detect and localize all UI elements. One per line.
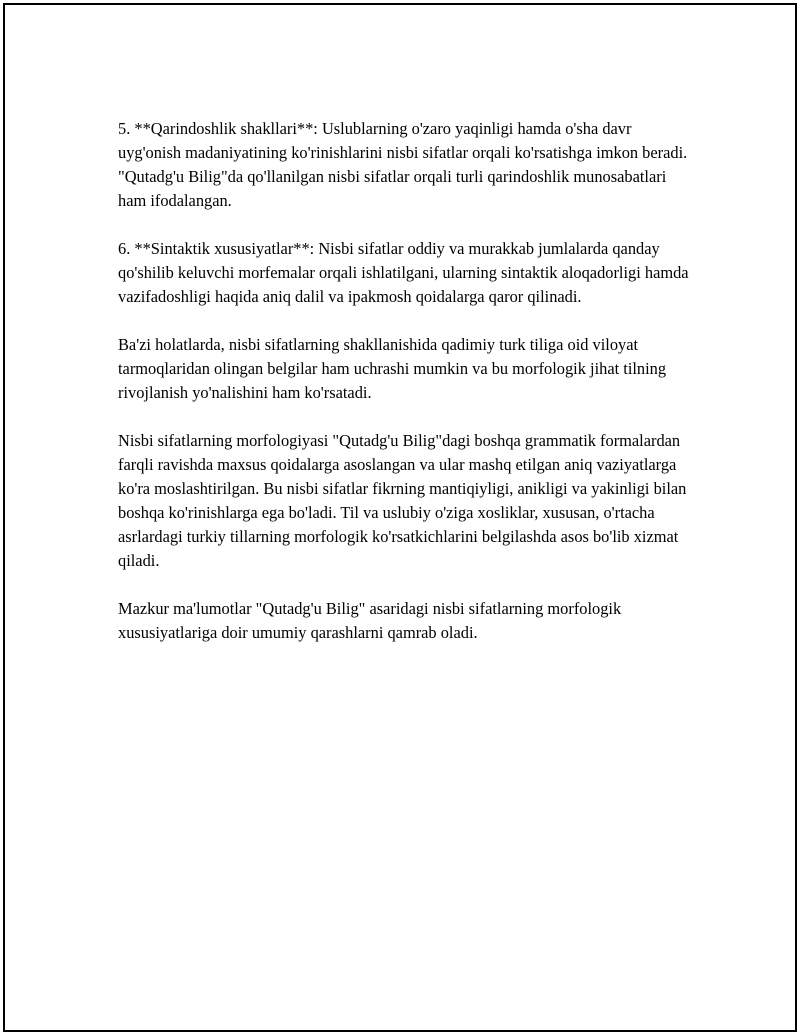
paragraph-historical-features: Ba'zi holatlarda, nisbi sifatlarning shakllanishida qadimiy turk tiliga oid viloyat tarmoqlaridan olingan belgilar ham uchrashi mumkin va bu morfologik jihat tilning rivojlanish yo'nalishini ham ko'rsatadi. <box>118 335 667 402</box>
paragraph-syntactic-features: 6. **Sintaktik xususiyatlar**: Nisbi sifatlar oddiy va murakkab jumlalarda qanday qo'shilib keluvchi morfemalar orqali ishlatilgani, ularning sintaktik aloqadorligi hamda vazifadoshligi haqida aniq dalil va ipakmosh qoidalarga qaror qilinadi. <box>118 239 689 306</box>
paragraph-morphology: Nisbi sifatlarning morfologiyasi "Qutadg'u Bilig"dagi boshqa grammatik formalardan farqli ravishda maxsus qoidalarga asoslangan va ular mashq etilgan aniq vaziyatlarga ko'ra moslashtirilgan. Bu nisbi sifatlar fikrning mantiqiyligi, anikligi va yakinligi bilan boshqa ko'rinishlarga ega bo'ladi. Til va uslubiy o'ziga xosliklar, xususan, o'rtacha asrlardagi turkiy tillarning morfologik ko'rsatkichlarini belgilashda asos bo'lib xizmat qiladi. <box>118 431 687 570</box>
paragraph-kinship-forms: 5. **Qarindoshlik shakllari**: Uslublarning o'zaro yaqinligi hamda o'sha davr uyg'onish madaniyatining ko'rinishlarini nisbi sifatlar orqali ko'rsatishga imkon beradi. "Qutadg'u Bilig"da qo'llanilgan nisbi sifatlar orqali turli qarindoshlik munosabatlari ham ifodalangan. <box>118 119 688 210</box>
paragraph-conclusion: Mazkur ma'lumotlar "Qutadg'u Bilig" asaridagi nisbi sifatlarning morfologik xususiyatlariga doir umumiy qarashlarni qamrab oladi. <box>118 599 622 642</box>
document-body <box>118 117 698 669</box>
